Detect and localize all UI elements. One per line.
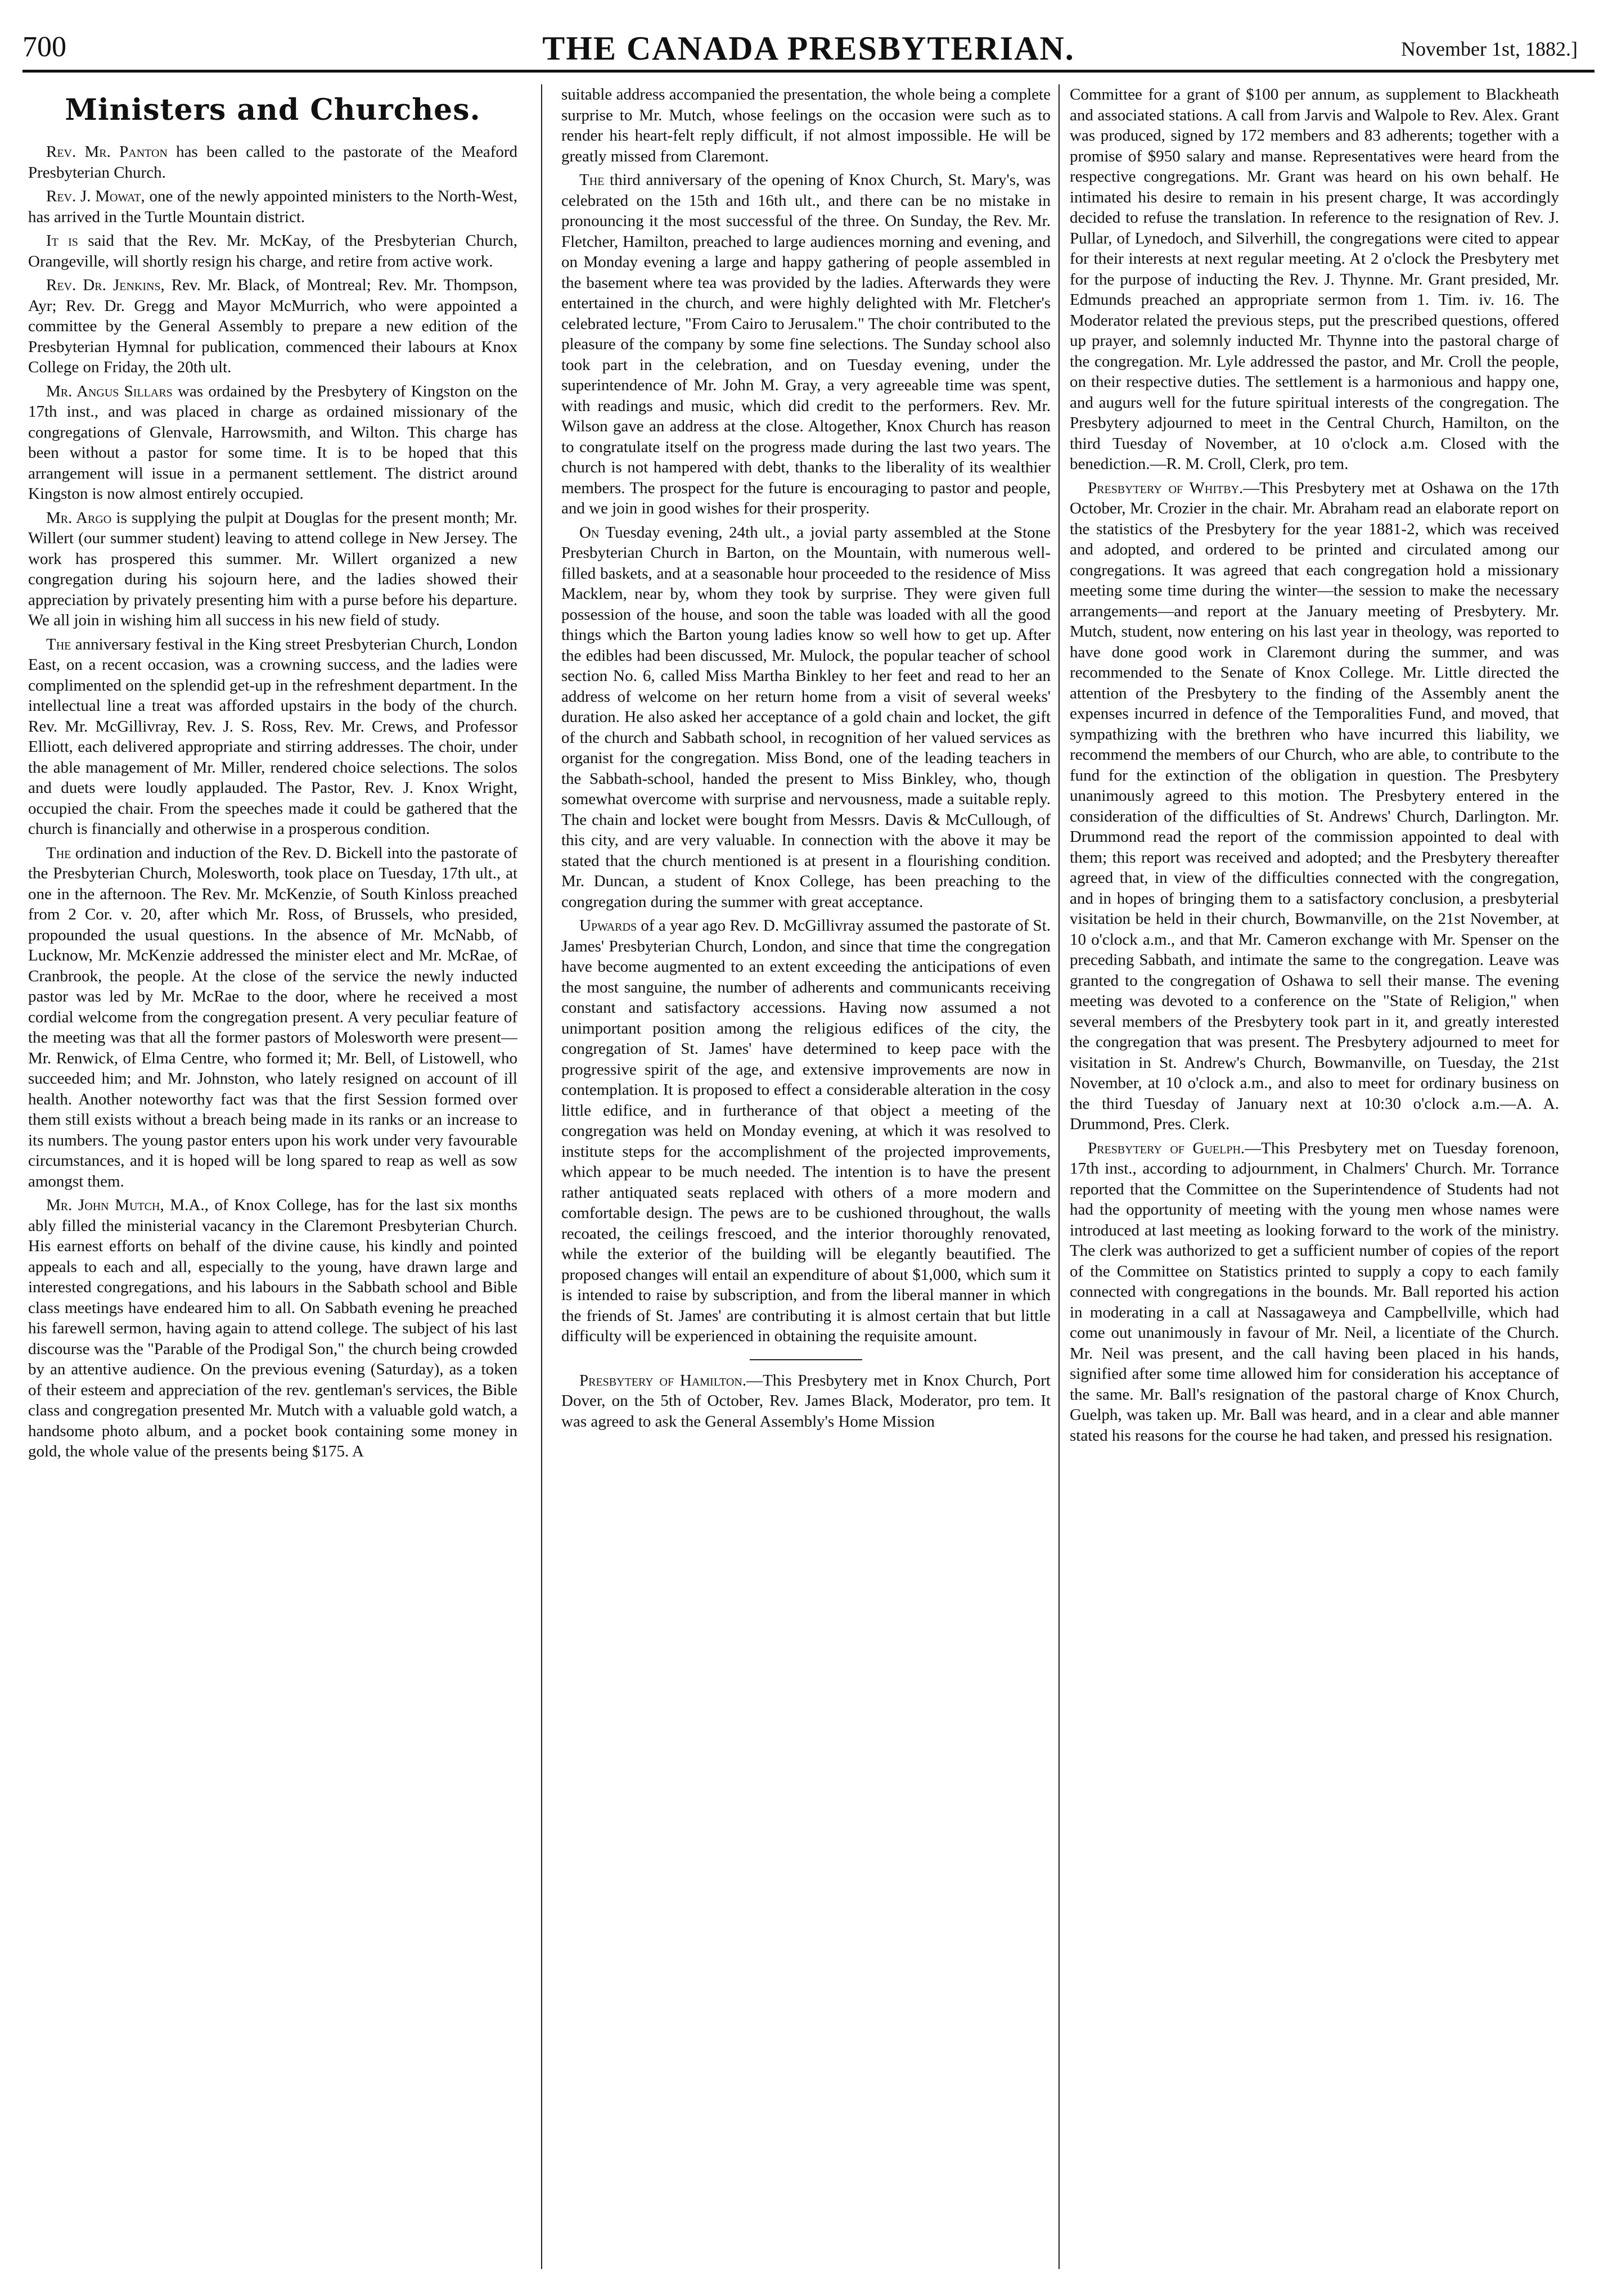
article-paragraph — [28, 275, 517, 378]
article-lead: Mr. Argo — [46, 508, 112, 527]
article-paragraph — [561, 1370, 1051, 1432]
article-paragraph — [28, 142, 517, 183]
newspaper-title: THE CANADA PRESBYTERIAN. — [542, 30, 1075, 67]
article-lead: Rev. Dr. Jenkins, — [46, 276, 165, 294]
article-paragraph — [1070, 1138, 1559, 1446]
article-text: anniversary festival in the King street Presbyterian Church, London East, on a recent occasion, was a crowning success, and the ladies were complimented on the splendid get-up in the refreshment department. In the intellectual line a treat was afforded upstairs in the body of the church. Rev. Mr. McGillivray, Rev. J. S. Ross, Rev. Mr. Crews, and Professor Elliott, each delivered appropriate and stirring addresses. The choir, under the able management of Mr. Miller, rendered choice selections. The solos and duets were loudly applauded. The Pastor, Rev. J. Knox Wright, occupied the chair. From the speeches made it could be gathered that the church is financially and otherwise in a prosperous condition. — [28, 635, 517, 838]
article-lead: Mr. John Mutch, M.A., — [46, 1196, 209, 1214]
article-paragraph — [561, 170, 1051, 519]
article-paragraph — [28, 186, 517, 227]
article-paragraph — [561, 84, 1051, 166]
article-text: Committee for a grant of $100 per annum, as supplement to Blackheath and associated stations. A call from Jarvis and Walpole to Rev. Alex. Grant was produced, signed by 172 members and 83 adherents; together with a promise of $950 salary and manse. Representatives were heard from the respective congregations. Mr. Grant was heard on his own behalf. He intimated his desire to remain in his present charge, It was accordingly decided to refuse the translation. In reference to the resignation of Rev. J. Pullar, of Lynedoch, and Silverhill, the congregations were cited to appear for their interests at next regular meeting. At 2 o'clock the Presbytery met for the purpose of inducting the Rev. J. Thynne. Mr. Grant presided, Mr. Edmunds preached an appropriate sermon from 1. Tim. iv. 16. The Moderator related the previous steps, put the prescribed questions, offered up prayer, and solemnly inducted Mr. Thynne into the pastoral charge of the congregation. Mr. Lyle addressed the pastor, and Mr. Croll the people, on their respective duties. The settlement is a harmonious and happy one, and augurs well for the future spiritual interests of the congregation. The Presbytery adjourned to meet in the Central Church, Hamilton, on the third Tuesday of November, at 10 o'clock a.m. Closed with the benediction.—R. M. Croll, Clerk, pro tem. — [1070, 85, 1559, 473]
article-text: —This Presbytery met at Oshawa on the 17th October, Mr. Crozier in the chair. Mr. Abraham read an elaborate report on the statistics of the Presbytery for the year 1881-2, which was received and adopted, and ordered to be printed and circulated among our congregations. It was agreed that each congregation hold a missionary meeting some time during the winter—the session to make the necessary arrangements—and report at the January meeting of Presbytery. Mr. Mutch, student, now entering on his last year in theology, was reported to have done good work in Claremont during the summer, and was recommended to the Senate of Knox College. Mr. Little directed the attention of the Presbytery to the finding of the Assembly anent the expenses incurred in defence of the Temporalities Fund, and moved, that sympathizing with the brethren who have incurred this liability, we recommend the members of our Church, who are able, to contribute to the fund for the extinction of the obligation in question. The Presbytery unanimously agreed to this motion. The Presbytery entered in the consideration of the difficulties of St. Andrews' Church, Darlington. Mr. Drummond read the report of the commission appointed to deal with them; this report was received and adopted; and the Presbytery thereafter agreed that, in view of the difficulties connected with the congregation, and in hopes of bringing them to a satisfactory conclusion, a presbyterial visitation be held in their church, Bowmanville, on the 21st November, at 10 o'clock a.m., and that Mr. Cameron exchange with Mr. Spenser on the preceding Sabbath, and intimate the same to the congregation. Leave was granted to the congregation of Oshawa to sell their manse. The evening meeting was devoted to a conference on the "State of Religion," when several members of the Presbytery took part in it, and greatly interested the congregation that was present. The Presbytery adjourned to meet for visitation in St. Andrew's Church, Bowmanville, on Tuesday, the 21st November, at 10 o'clock a.m., and also to meet for ordinary business on the third Tuesday of January next at 10:30 o'clock a.m.—A. A. Drummond, Pres. Clerk. — [1070, 479, 1559, 1133]
article-paragraph — [28, 1195, 517, 1462]
article-paragraph — [561, 522, 1051, 913]
article-lead: Presbytery of Hamilton. — [579, 1371, 747, 1390]
article-text: third anniversary of the opening of Knox Church, St. Mary's, was celebrated on the 15th and 16th ult., and there can be no mistake in pronouncing it the most successful of the three. On Sunday, the Rev. Mr. Fletcher, Hamilton, preached to large audiences morning and evening, and on Monday evening a large and happy gathering of people assembled in the basement where tea was provided by the ladies. Afterwards they were entertained in the church, and were highly delighted with Mr. Fletcher's celebrated lecture, "From Cairo to Jerusalem." The choir contributed to the pleasure of the company by some fine selections. The Sunday school also took part in the celebration, and on Tuesday evening, under the superintendence of Mr. John M. Gray, a very agreeable time was spent, with readings and music, which did credit to the performers. Rev. Mr. Wilson gave an address at the close. Altogether, Knox Church has reason to congratulate itself on the progress made during the last two years. The church is not hampered with debt, thanks to the liberality of its wealthier members. The prospect for the future is encouraging to pastor and people, and we join in good wishes for their prosperity. — [561, 171, 1051, 517]
column-1-articles — [28, 142, 517, 1462]
article-lead: Rev. Mr. Panton — [46, 143, 168, 161]
article-text: of Knox College, has for the last six months ably filled the ministerial vacancy in the Claremont Presbyterian Church. His earnest efforts on behalf of the divine cause, his kindly and pointed appeals to each and all, especially to the young, have drawn large and interested congregations, and his labours in the Sabbath school and Bible class meetings have endeared him to all. On Sabbath evening he preached his farewell sermon, having again to attend college. The subject of his last discourse was the "Parable of the Prodigal Son," the church being crowded by an attentive audience. On the previous evening (Saturday), as a token of their esteem and appreciation of the rev. gentleman's services, the Bible class and congregation presented Mr. Mutch with a valuable gold watch, a handsome photo album, and a pocket book containing some money in gold, the whole value of the presents being $175. A — [28, 1196, 517, 1460]
article-lead: Presbytery of Whitby. — [1088, 479, 1244, 497]
column-divider-2 — [1059, 84, 1060, 2269]
article-lead: Upwards — [579, 917, 637, 935]
article-lead: Rev. J. Mowat, — [46, 187, 145, 205]
article-text: of a year ago Rev. D. McGillivray assumed the pastorate of St. James' Presbyterian Church, London, and since that time the congregation have become augmented to an extent exceeding the anticipations of even the most sanguine, the number of adherents and communicants receiving constant and satisfactory accessions. Having now assumed a not unimportant position among the religious edifices of the city, the congregation of St. James' have determined to keep pace with the progressive spirit of the age, and extensive improvements are now in contemplation. It is proposed to effect a considerable alteration in the cosy little edifice, and in furtherance of that object a meeting of the congregation was held on Monday evening, at which it was resolved to institute steps for the accomplishment of the projected improvements, which appear to be much needed. The intention is to have the present rather antiquated seats replaced with others of a more modern and comfortable design. The pews are to be cushioned throughout, the walls recoated, the ceilings frescoed, and the interior thoroughly renovated, while the exterior of the building will be elegantly beautified. The proposed changes will entail an expenditure of about $1,000, which sum it is intended to raise by subscription, and from the liberal manner in which the friends of St. James' are contributing it is almost certain that but little difficulty will be experienced in obtaining the requisite amount. — [561, 917, 1051, 1345]
issue-date: November 1st, 1882.] — [1401, 38, 1578, 60]
article-paragraph — [28, 381, 517, 504]
masthead — [22, 29, 1595, 69]
article-paragraph — [1070, 84, 1559, 475]
article-text: one of the newly appointed ministers to the North-West, has arrived in the Turtle Mountain district. — [28, 187, 517, 226]
article-paragraph — [28, 634, 517, 840]
article-lead: The — [579, 171, 605, 189]
article-text: Tuesday evening, 24th ult., a jovial party assembled at the Stone Presbyterian Church in Barton, on the Mountain, with numerous well-filled baskets, and at a seasonable hour proceeded to the residence of Miss Macklem, near by, whom they took by surprise. They were given full possession of the house, and soon the table was loaded with all the good things which the Barton young ladies know so well how to get up. After the edibles had been discussed, Mr. Mulock, the popular teacher of school section No. 6, called Miss Martha Binkley to her feet and read to her an address of welcome on her return home from a visit of several weeks' duration. He also asked her acceptance of a gold chain and locket, the gift of the church and Sabbath school, in recognition of her valued services as organist for the congregation. Miss Bond, one of the leading teachers in the Sabbath-school, handed the present to Miss Binkley, who, though somewhat overcome with surprise and nervousness, made a suitable reply. The chain and locket were bought from Messrs. Davis & McCullough, of this city, and are very valuable. In connection with the above it may be stated that the church mentioned is at present in a flourishing condition. Mr. Duncan, a student of Knox College, has been preaching to the congregation during the summer with great acceptance. — [561, 523, 1051, 911]
article-text: ordination and induction of the Rev. D. Bickell into the pastorate of the Presbyterian Church, Molesworth, took place on Tuesday, 17th ult., at one in the afternoon. The Rev. Mr. McKenzie, of South Kinloss preached from 2 Cor. v. 20, after which Mr. Ross, of Brussels, who presided, propounded the usual questions. In the absence of Mr. McNabb, of Lucknow, Mr. McKenzie addressed the minister elect and Mr. McRae, of Cranbrook, the people. At the close of the service the newly inducted pastor was led by Mr. McRae to the door, where he received a most cordial welcome from the congregation present. A very peculiar feature of the meeting was that all the former pastors of Molesworth were present—Mr. Renwick, of Elma Centre, who formed it; Mr. Bell, of Listowell, who succeeded him; and Mr. Johnston, who lately resigned on account of ill health. Another noteworthy fact was that the first Session formed over them still exists without a breach being made in its ranks or an increase to its numbers. The young pastor enters upon his work under very favourable circumstances, and it is hoped will be long spared to reap as well as sow amongst them. — [28, 843, 517, 1190]
section-heading: Ministers and Churches. — [65, 93, 481, 127]
article-paragraph — [28, 508, 517, 631]
article-lead: Presbytery of Guelph. — [1088, 1139, 1245, 1157]
article-lead: The — [46, 843, 71, 862]
article-paragraph — [28, 231, 517, 272]
article-text: has been called to the pastorate of the Meaford Presbyterian Church. — [28, 143, 517, 182]
article-text: Rev. Mr. Black, of Montreal; Rev. Mr. Thompson, Ayr; Rev. Dr. Gregg and Mayor McMurrich, who were appointed a committee by the General Assembly to prepare a new edition of the Presbyterian Hymnal for publication, commenced their labours at Knox College on Friday, the 20th ult. — [28, 276, 517, 376]
page-number: 700 — [22, 31, 66, 63]
column-2 — [561, 84, 1051, 2275]
article-text: is supplying the pulpit at Douglas for the present month; Mr. Willert (our summer student) leaving to attend college in New Jersey. The work has prospered this summer. Mr. Willert organized a new congregation during his sojourn here, and the ladies showed their appreciation by privately presenting him with a purse before his departure. We all join in wishing him all success in his new field of study. — [28, 508, 517, 629]
article-text: was ordained by the Presbytery of Kingston on the 17th inst., and was placed in charge as ordained missionary of the congregations of Glenvale, Harrowsmith, and Wilton. This charge has been without a pastor for some time. It is to be hoped that this arrangement will issue in a permanent settlement. The district around Kingston is now almost entirely occupied. — [28, 382, 517, 503]
article-text: —This Presbytery met in Knox Church, Port Dover, on the 5th of October, Rev. James Black, Moderator, pro tem. It was agreed to ask the General Assembly's Home Mission — [561, 1371, 1051, 1431]
article-lead: The — [46, 635, 71, 653]
article-text: suitable address accompanied the presentation, the whole being a complete surprise to Mr. Mutch, whose feelings on the occasion were such as to render his heart-felt reply difficult, if not almost impossible. He will be greatly missed from Claremont. — [561, 85, 1051, 165]
article-lead: It is — [46, 232, 78, 250]
article-paragraph — [1070, 478, 1559, 1135]
column-1 — [28, 84, 517, 2275]
article-lead: On — [579, 523, 600, 542]
article-paragraph — [561, 915, 1051, 1347]
article-text: —This Presbytery met on Tuesday forenoon, 17th inst., according to adjournment, in Chalmers' Church. Mr. Torrance reported that the Committee on the Superintendence of Students had not had the opportunity of meeting with the young men whose names were introduced at last meeting as looking forward to the work of the ministry. The clerk was authorized to get a sufficient number of copies of the report of the Committee on Statistics printed to supply a copy to each family connected with congregations in the bounds. Mr. Ball reported his action in moderating in a call at Nassagaweya and Campbellville, which had come out unanimously in favour of Mr. Neil, a licentiate of the Church. Mr. Neil was present, and the call having been placed in his hands, signified after some time allowed him for consideration his acceptance of the same. Mr. Ball's resignation of the pastoral charge of Knox Church, Guelph, was taken up. Mr. Ball was heard, and in a clear and able manner stated his reasons for the course he had taken, and pressed his resignation. — [1070, 1139, 1559, 1445]
article-lead: Mr. Angus Sillars — [46, 382, 173, 400]
column-3 — [1070, 84, 1559, 2275]
column-divider-1 — [541, 84, 542, 2269]
article-text: said that the Rev. Mr. McKay, of the Presbyterian Church, Orangeville, will shortly resign his charge, and retire from active work. — [28, 232, 517, 270]
article-paragraph — [28, 843, 517, 1192]
article-separator — [750, 1359, 862, 1360]
header-rule — [22, 70, 1595, 73]
column-2-articles — [561, 84, 1051, 1432]
column-3-articles — [1070, 84, 1559, 1446]
